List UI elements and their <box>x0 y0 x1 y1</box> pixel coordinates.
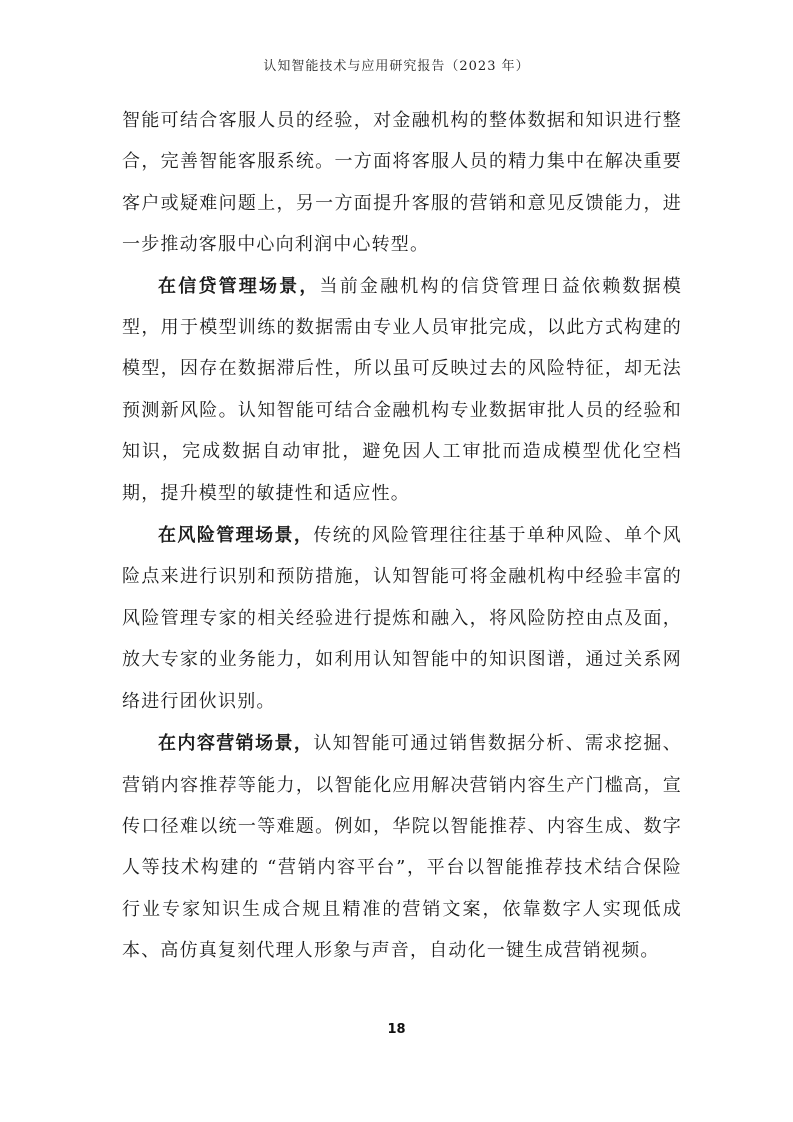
paragraph-content-marketing <box>122 723 682 971</box>
paragraph-text: 当前金融机构的信贷管理日益依赖数据模型，用于模型训练的数据需由专业人员审批完成，以此方式构建的模型，因存在数据滞后性，所以虽可反映过去的风险特征，却无法预测新风险。认知智能可结合金融机构专业数据审批人员的经验和知识，完成数据自动审批，避免因人工审批而造成模型优化空档期，提升模型的敏捷性和适应性。 <box>122 275 682 504</box>
page-header: 认知智能技术与应用研究报告（2023 年） <box>263 59 530 74</box>
paragraph-text: 认知智能可通过销售数据分析、需求挖掘、营销内容推荐等能力，以智能化应用解决营销内容生产门槛高，宣传口径难以统一等难题。例如，华院以智能推荐、内容生成、数字人等技术构建的 “营销内容平台”，平台以智能推荐技术结合保险行业专家知识生成合规且精准的营销文案，依靠数字人实现低成本、高仿真复刻代理人形象与声音，自动化一键生成营销视频。 <box>122 733 682 962</box>
paragraph-lead: 在风险管理场景， <box>158 525 314 547</box>
document-body <box>122 100 682 972</box>
paragraph-intro <box>122 100 682 266</box>
paragraph-text: 智能可结合客服人员的经验，对金融机构的整体数据和知识进行整合，完善智能客服系统。一方面将客服人员的精力集中在解决重要客户或疑难问题上，另一方面提升客服的营销和意见反馈能力，进一步推动客服中心向利润中心转型。 <box>122 110 682 256</box>
paragraph-risk-management <box>122 515 682 722</box>
page-number: 18 <box>387 1022 406 1037</box>
paragraph-text: 传统的风险管理往往基于单种风险、单个风险点来进行识别和预防措施，认知智能可将金融机构中经验丰富的风险管理专家的相关经验进行提炼和融入，将风险防控由点及面，放大专家的业务能力，如利用认知智能中的知识图谱，通过关系网络进行团伙识别。 <box>122 525 682 712</box>
paragraph-lead: 在信贷管理场景， <box>158 275 320 297</box>
paragraph-lead: 在内容营销场景， <box>158 733 314 755</box>
paragraph-credit-management <box>122 266 682 514</box>
